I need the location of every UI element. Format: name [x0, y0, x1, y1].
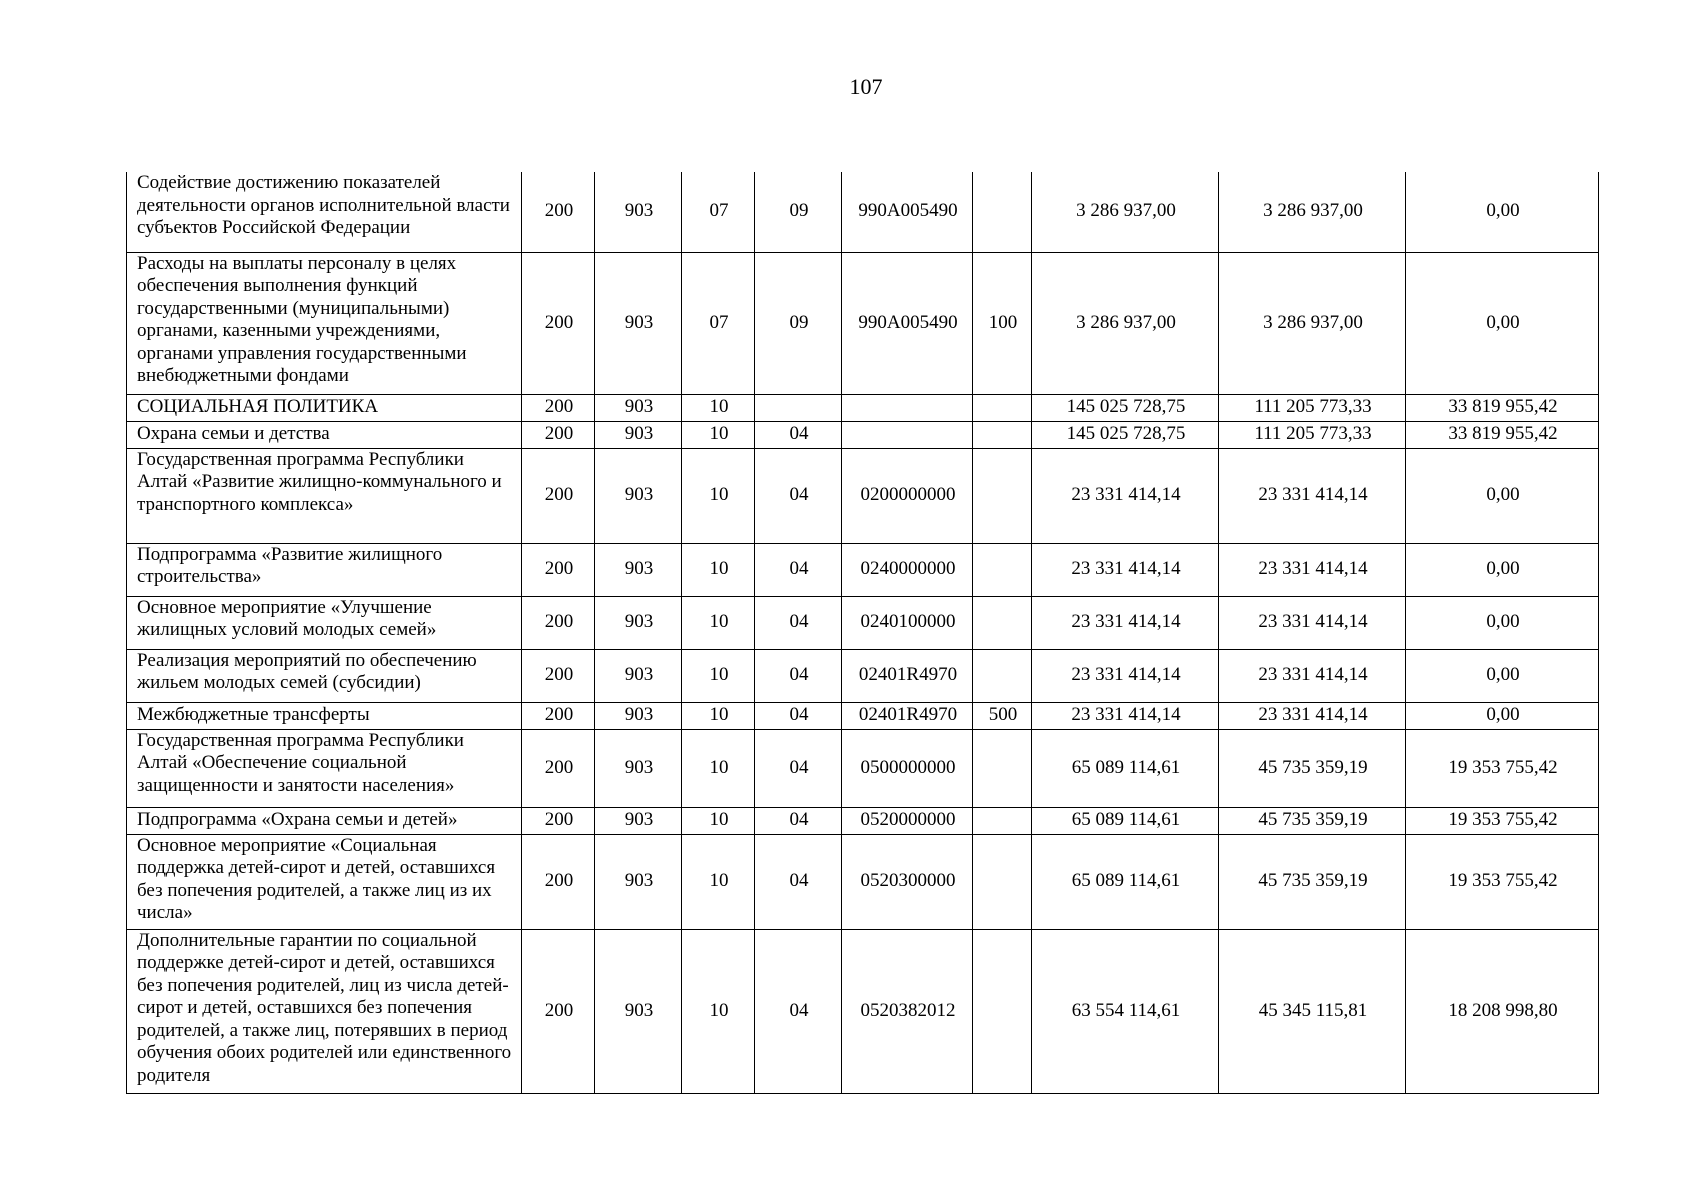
- row-name: Основное мероприятие «Социальная поддержка детей-сирот и детей, оставшихся без попечения родителей, а также лиц из их числа»: [127, 834, 522, 929]
- code-cell: [973, 543, 1032, 596]
- amount-cell: 23 331 414,14: [1032, 543, 1219, 596]
- amount-cell: 65 089 114,61: [1032, 729, 1219, 807]
- amount-cell: 45 735 359,19: [1219, 729, 1406, 807]
- code-cell: 990А005490: [842, 172, 973, 252]
- code-cell: 200: [522, 448, 595, 543]
- code-cell: 04: [755, 929, 842, 1093]
- table-row: [127, 394, 1599, 421]
- code-cell: 200: [522, 702, 595, 729]
- code-cell: 02401R4970: [842, 702, 973, 729]
- code-cell: 04: [755, 807, 842, 834]
- code-cell: 04: [755, 596, 842, 649]
- amount-cell: 3 286 937,00: [1032, 252, 1219, 394]
- code-cell: 09: [755, 172, 842, 252]
- amount-cell: 3 286 937,00: [1032, 172, 1219, 252]
- amount-cell: 45 345 115,81: [1219, 929, 1406, 1093]
- amount-cell: 0,00: [1406, 649, 1599, 702]
- code-cell: 04: [755, 702, 842, 729]
- row-name: Государственная программа Республики Алтай «Обеспечение социальной защищенности и занятости населения»: [127, 729, 522, 807]
- code-cell: 903: [595, 252, 682, 394]
- code-cell: 903: [595, 596, 682, 649]
- amount-cell: 23 331 414,14: [1219, 649, 1406, 702]
- code-cell: 04: [755, 729, 842, 807]
- table-row: [127, 729, 1599, 807]
- amount-cell: 0,00: [1406, 543, 1599, 596]
- amount-cell: 65 089 114,61: [1032, 834, 1219, 929]
- code-cell: [973, 596, 1032, 649]
- code-cell: [973, 421, 1032, 448]
- row-name: Расходы на выплаты персоналу в целях обеспечения выполнения функций государственными (муниципальными) органами, казенными учреждениями, органами управления государственными внебюджетными фондами: [127, 252, 522, 394]
- code-cell: 10: [682, 448, 755, 543]
- row-name: Реализация мероприятий по обеспечению жильем молодых семей (субсидии): [127, 649, 522, 702]
- budget-table: [126, 172, 1599, 1094]
- table-row: [127, 834, 1599, 929]
- code-cell: 200: [522, 421, 595, 448]
- code-cell: [755, 394, 842, 421]
- code-cell: 200: [522, 929, 595, 1093]
- amount-cell: 45 735 359,19: [1219, 834, 1406, 929]
- code-cell: 0520382012: [842, 929, 973, 1093]
- amount-cell: 111 205 773,33: [1219, 394, 1406, 421]
- code-cell: 10: [682, 394, 755, 421]
- table-row: [127, 929, 1599, 1093]
- table-row: [127, 448, 1599, 543]
- code-cell: 04: [755, 543, 842, 596]
- amount-cell: 23 331 414,14: [1032, 649, 1219, 702]
- code-cell: 0240100000: [842, 596, 973, 649]
- code-cell: 10: [682, 649, 755, 702]
- row-name: СОЦИАЛЬНАЯ ПОЛИТИКА: [127, 394, 522, 421]
- code-cell: 500: [973, 702, 1032, 729]
- code-cell: [973, 649, 1032, 702]
- page-number: 107: [849, 74, 883, 99]
- code-cell: 04: [755, 448, 842, 543]
- code-cell: 903: [595, 834, 682, 929]
- amount-cell: 145 025 728,75: [1032, 394, 1219, 421]
- code-cell: 903: [595, 729, 682, 807]
- amount-cell: 33 819 955,42: [1406, 394, 1599, 421]
- code-cell: 100: [973, 252, 1032, 394]
- code-cell: 07: [682, 172, 755, 252]
- code-cell: 04: [755, 649, 842, 702]
- table-row: [127, 421, 1599, 448]
- amount-cell: 23 331 414,14: [1032, 448, 1219, 543]
- amount-cell: 23 331 414,14: [1032, 596, 1219, 649]
- code-cell: 10: [682, 543, 755, 596]
- table-row: [127, 807, 1599, 834]
- amount-cell: 111 205 773,33: [1219, 421, 1406, 448]
- code-cell: 903: [595, 929, 682, 1093]
- amount-cell: 23 331 414,14: [1219, 596, 1406, 649]
- amount-cell: 23 331 414,14: [1219, 448, 1406, 543]
- code-cell: [842, 421, 973, 448]
- code-cell: 903: [595, 172, 682, 252]
- code-cell: 200: [522, 649, 595, 702]
- row-name: Дополнительные гарантии по социальной поддержке детей-сирот и детей, оставшихся без попечения родителей, лиц из числа детей-сирот и детей, оставшихся без попечения родителей, а также лиц, потерявших в период обучения обоих родителей или единственного родителя: [127, 929, 522, 1093]
- code-cell: 0500000000: [842, 729, 973, 807]
- code-cell: [973, 448, 1032, 543]
- code-cell: 10: [682, 421, 755, 448]
- row-name: Подпрограмма «Развитие жилищного строительства»: [127, 543, 522, 596]
- amount-cell: 19 353 755,42: [1406, 834, 1599, 929]
- amount-cell: 65 089 114,61: [1032, 807, 1219, 834]
- code-cell: [973, 729, 1032, 807]
- code-cell: 10: [682, 702, 755, 729]
- row-name: Подпрограмма «Охрана семьи и детей»: [127, 807, 522, 834]
- table-row: [127, 596, 1599, 649]
- table-row: [127, 702, 1599, 729]
- amount-cell: 63 554 114,61: [1032, 929, 1219, 1093]
- code-cell: 903: [595, 702, 682, 729]
- code-cell: 200: [522, 172, 595, 252]
- amount-cell: 0,00: [1406, 252, 1599, 394]
- row-name: Охрана семьи и детства: [127, 421, 522, 448]
- amount-cell: 19 353 755,42: [1406, 807, 1599, 834]
- code-cell: [973, 807, 1032, 834]
- code-cell: 903: [595, 649, 682, 702]
- code-cell: 0200000000: [842, 448, 973, 543]
- code-cell: [973, 172, 1032, 252]
- row-name: Основное мероприятие «Улучшение жилищных условий молодых семей»: [127, 596, 522, 649]
- code-cell: 200: [522, 729, 595, 807]
- amount-cell: 45 735 359,19: [1219, 807, 1406, 834]
- table-row: [127, 543, 1599, 596]
- table-body: [127, 172, 1599, 1093]
- code-cell: 200: [522, 834, 595, 929]
- code-cell: 04: [755, 421, 842, 448]
- amount-cell: 19 353 755,42: [1406, 729, 1599, 807]
- amount-cell: 0,00: [1406, 702, 1599, 729]
- amount-cell: 3 286 937,00: [1219, 172, 1406, 252]
- code-cell: 10: [682, 729, 755, 807]
- code-cell: 200: [522, 543, 595, 596]
- table-row: [127, 649, 1599, 702]
- code-cell: 990А005490: [842, 252, 973, 394]
- amount-cell: 23 331 414,14: [1219, 543, 1406, 596]
- code-cell: 10: [682, 834, 755, 929]
- amount-cell: 0,00: [1406, 596, 1599, 649]
- code-cell: 04: [755, 834, 842, 929]
- code-cell: 09: [755, 252, 842, 394]
- code-cell: 02401R4970: [842, 649, 973, 702]
- amount-cell: 23 331 414,14: [1219, 702, 1406, 729]
- amount-cell: 23 331 414,14: [1032, 702, 1219, 729]
- code-cell: 0240000000: [842, 543, 973, 596]
- amount-cell: 18 208 998,80: [1406, 929, 1599, 1093]
- code-cell: 10: [682, 807, 755, 834]
- table-row: [127, 172, 1599, 252]
- code-cell: 10: [682, 929, 755, 1093]
- code-cell: 0520300000: [842, 834, 973, 929]
- code-cell: 903: [595, 807, 682, 834]
- code-cell: 200: [522, 252, 595, 394]
- table-row: [127, 252, 1599, 394]
- amount-cell: 3 286 937,00: [1219, 252, 1406, 394]
- amount-cell: 145 025 728,75: [1032, 421, 1219, 448]
- code-cell: 903: [595, 543, 682, 596]
- row-name: Межбюджетные трансферты: [127, 702, 522, 729]
- code-cell: 07: [682, 252, 755, 394]
- code-cell: 10: [682, 596, 755, 649]
- code-cell: 200: [522, 394, 595, 421]
- amount-cell: 0,00: [1406, 172, 1599, 252]
- code-cell: [973, 394, 1032, 421]
- code-cell: 0520000000: [842, 807, 973, 834]
- code-cell: 903: [595, 394, 682, 421]
- code-cell: [973, 929, 1032, 1093]
- amount-cell: 0,00: [1406, 448, 1599, 543]
- code-cell: 903: [595, 421, 682, 448]
- code-cell: [842, 394, 973, 421]
- code-cell: 903: [595, 448, 682, 543]
- code-cell: 200: [522, 596, 595, 649]
- row-name: Государственная программа Республики Алтай «Развитие жилищно-коммунального и транспортного комплекса»: [127, 448, 522, 543]
- code-cell: 200: [522, 807, 595, 834]
- amount-cell: 33 819 955,42: [1406, 421, 1599, 448]
- row-name: Содействие достижению показателей деятельности органов исполнительной власти субъектов Российской Федерации: [127, 172, 522, 252]
- code-cell: [973, 834, 1032, 929]
